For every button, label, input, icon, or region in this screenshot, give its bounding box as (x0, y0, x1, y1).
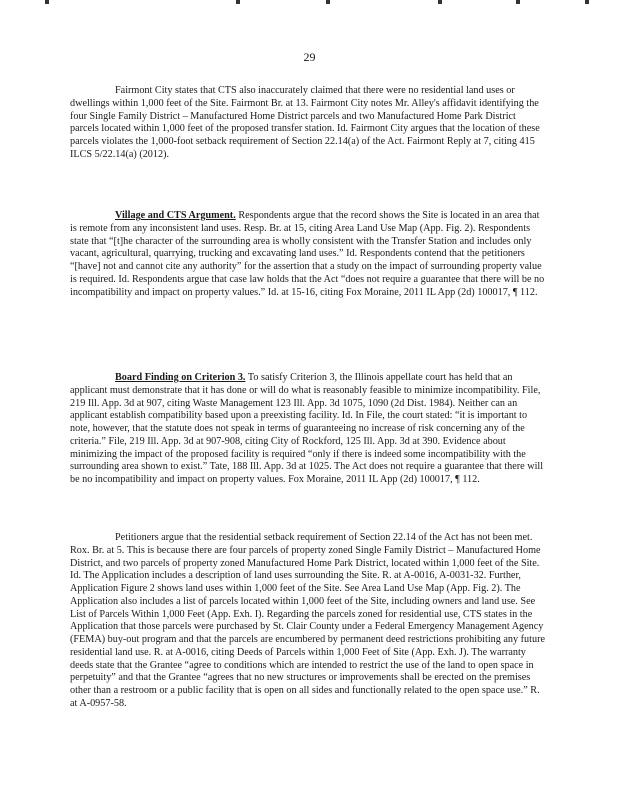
paragraph-text: To satisfy Criterion 3, the Illinois appellate court has held that an applicant must demonstrate that it has done or will do what is reasonably feasible to minimize incompatibility. File, 219 Ill. App. 3d at 907, citing Waste Management 123 Ill. App. 3d 1075, 1090 (2d Dist. 1984). Neither can an applicant establish compatibility based upon a preexisting facility. Id. In File, the court stated: “it is important to note, however, that the statute does not speak in terms of guaranteeing no increase of risk concerning any of the criteria.” File, 219 Ill. App. 3d at 907-908, citing City of Rockford, 125 Ill. App. 3d at 390. Evidence about minimizing the impact of the proposed facility is required “only if there is indeed some incompatibility with the surrounding area shown to exist.” Tate, 188 Ill. App. 3d at 1025. The Act does not require a guarantee that there will be no incompatibility and impact on property values. Fox Moraine, 2011 IL App (2d) 100017, ¶ 112. (70, 372, 544, 485)
paragraph-board-finding (70, 372, 546, 487)
scan-mark (326, 0, 330, 4)
page-number: 29 (303, 50, 316, 64)
section-heading: Board Finding on Criterion 3. (115, 372, 246, 383)
paragraph-text: Petitioners argue that the residential setback requirement of Section 22.14 of the Act has not been met. Rox. Br. at 5. This is because there are four parcels of property zoned Single Family District – Manufactured Home District, and two parcels of property zoned Manufactured Home Park District, located within 1,000 feet of the Site. Id. The Application includes a description of land uses surrounding the Site. R. at A-0016, A-0031-32. Further, Application Figure 2 shows land uses within 1,000 feet of the Site. See Area Land Use Map (App. Fig. 2). The Application also includes a list of parcels located within 1,000 feet of the Site, including owners and land use. See List of Parcels Within 1,000 Feet (App. Exh. I). Regarding the parcels zoned for residential use, CTS states in the Application that those parcels were purchased by St. Clair County under a Federal Emergency Management Agency (FEMA) buy-out program and that the parcels are encumbered by permanent deed restrictions prohibiting any future residential land use. R. at A-0016, citing Deeds of Parcels within 1,000 Feet of Site (App. Exh. J). The warranty deeds state that the Grantee “agree to conditions which are intended to restrict the use of the land to open space in perpetuity” and that the Grantee “agrees that no new structures or improvements shall be erected on the premises other than a restroom or a public facility that is open on all sides and functionally related to the open space use.” R. at A-0957-58. (70, 532, 545, 709)
scan-mark (585, 0, 589, 4)
scan-mark (45, 0, 49, 4)
paragraph-fairmont-city (70, 85, 546, 162)
section-heading: Village and CTS Argument. (115, 210, 236, 221)
scan-mark (438, 0, 442, 4)
paragraph-text: Fairmont City states that CTS also inaccurately claimed that there were no residential land uses or dwellings within 1,000 feet of the Site. Fairmont Br. at 13. Fairmont City notes Mr. Alley's affidavit identifying the four Single Family District – Manufactured Home District parcels and two Manufactured Home Park District parcels located within 1,000 feet of the proposed transfer station. Id. Fairmont City argues that the location of these parcels violates the 1,000-foot setback requirement of Section 22.14(a) of the Act. Fairmont Reply at 7, citing 415 ILCS 5/22.14(a) (2012). (70, 85, 540, 160)
scan-mark (236, 0, 240, 4)
paragraph-village-cts-argument (70, 210, 546, 299)
paragraph-petitioners-argue (70, 532, 546, 711)
scan-mark (516, 0, 520, 4)
paragraph-text: Respondents argue that the record shows the Site is located in an area that is remote from any inconsistent land uses. Resp. Br. at 15, citing Area Land Use Map (App. Fig. 2). Respondents state that “[t]he character of the surrounding area is wholly consistent with the Transfer Station and includes only vacant, agricultural, quarrying, trucking and excavating land uses.” Id. Respondents contend that the petitioners “[have] not and cannot cite any authority” for the assertion that a study on the impact of surrounding property value is required. Id. Respondents argue that case law holds that the Act “does not require a guarantee that there will be no incompatibility and impact on property values.” Id. at 15-16, citing Fox Moraine, 2011 IL App (2d) 100017, ¶ 112. (70, 210, 545, 298)
